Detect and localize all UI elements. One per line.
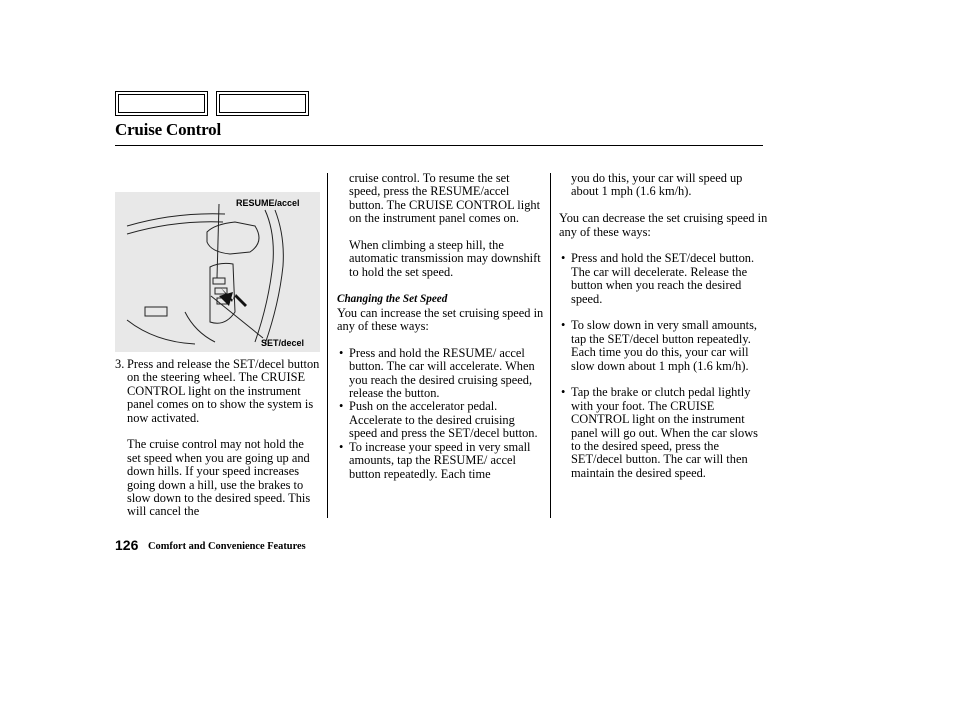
increase-intro: You can increase the set cruising speed in any of these ways: [337, 305, 544, 334]
header-tab-box-right [216, 91, 309, 116]
decrease-intro: You can decrease the set cruising speed in any of these ways: [559, 211, 768, 239]
steering-wheel-illustration [115, 192, 320, 352]
step-number: 3. [115, 357, 125, 371]
column-1-text [115, 358, 320, 519]
resume-accel-label: RESUME/accel [236, 198, 300, 208]
column-2-text [337, 172, 544, 481]
steering-wheel-drawing [115, 192, 320, 352]
step-3 [115, 358, 320, 425]
column-3-text [559, 172, 769, 480]
title-rule [115, 145, 763, 146]
bullet-item: • Push on the accelerator pedal. Accelerate to the desired cruising speed and press the SET/decel button. [339, 399, 538, 441]
set-decel-label: SET/decel [261, 338, 305, 348]
continued-text: you do this, your car will speed up about 1 mph (1.6 km/h). [571, 171, 743, 199]
bullet-item: • Press and hold the RESUME/ accel button. The car will accelerate. When you reach the desired cruising speed, release the button. [339, 345, 535, 401]
section-subheading: Changing the Set Speed [337, 293, 448, 306]
step-text: Press and release the SET/decel button on the steering wheel. The CRUISE CONTROL light on the instrument panel comes on to show the system is now activated. [127, 357, 320, 425]
page-title: Cruise Control [115, 120, 221, 139]
bullet-item: • To increase your speed in very small amounts, tap the RESUME/ accel button repeatedly. Each time [339, 439, 531, 481]
column-divider-1 [327, 173, 328, 518]
section-name: Comfort and Convenience Features [148, 541, 306, 552]
hill-paragraph: The cruise control may not hold the set speed when you are going up and down hills. If your speed increases going down a hill, use the brakes to slow down to the desired speed. This will cancel the [127, 437, 311, 519]
bullet-item: • To slow down in very small amounts, tap the SET/decel button repeatedly. Each time you do this, your car will slow down about 1 mph (1.6 km/h). [561, 318, 758, 373]
steep-hill-paragraph: When climbing a steep hill, the automatic transmission may downshift to hold the set speed. [349, 238, 541, 279]
bullet-item: • Press and hold the SET/decel button. The car will decelerate. Release the button when you reach the desired speed. [561, 251, 755, 306]
resume-paragraph: cruise control. To resume the set speed, press the RESUME/accel button. The CRUISE CONTROL light on the instrument panel comes on. [349, 171, 541, 226]
column-divider-2 [550, 173, 551, 518]
page-number: 126 [115, 537, 139, 553]
bullet-item: • Tap the brake or clutch pedal lightly with your foot. The CRUISE CONTROL light on the instrument panel will go out. When the car slows to the desired speed, press the SET/decel button. The car will then maintain the desired speed. [561, 385, 758, 480]
header-tab-box-left [115, 91, 208, 116]
